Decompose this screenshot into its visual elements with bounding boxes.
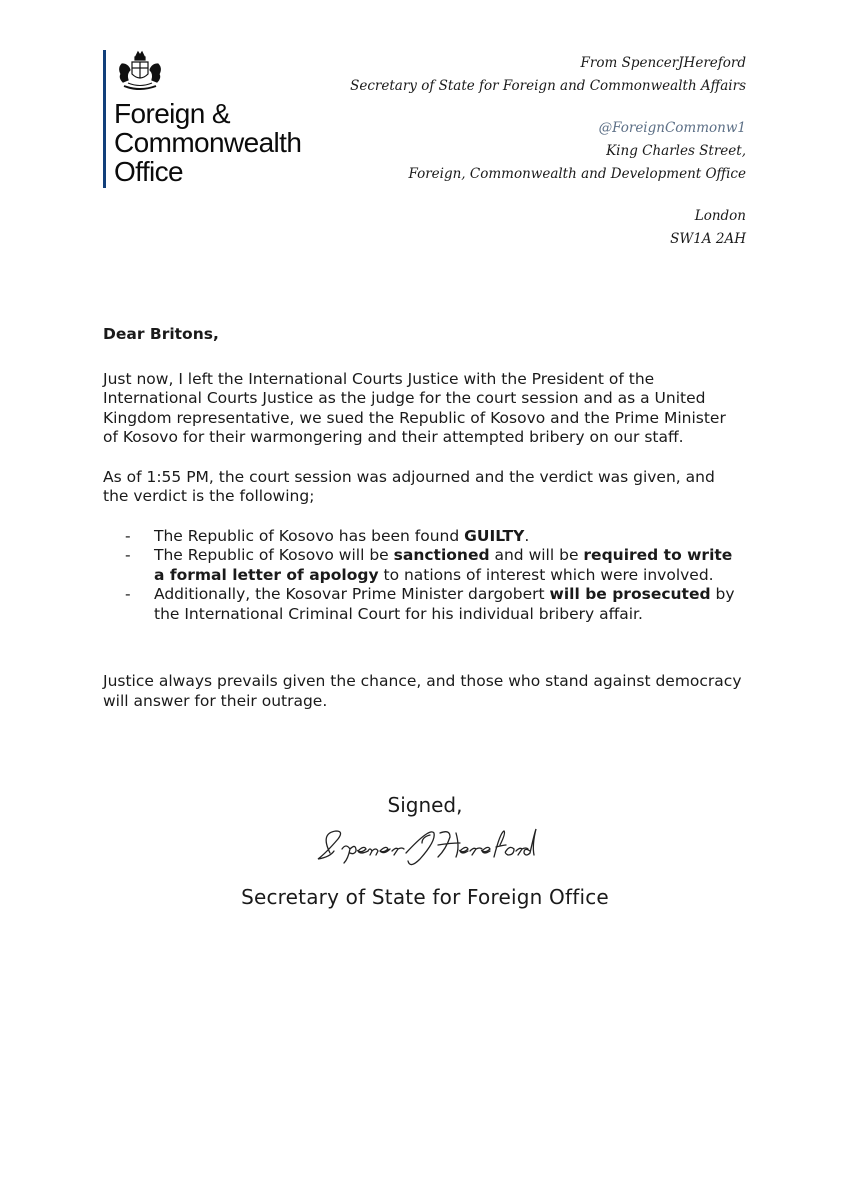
letter-body (103, 325, 743, 731)
organization-name-line: Foreign & (114, 98, 230, 129)
verdict-emphasis: will be prosecuted (549, 585, 711, 603)
verdict-emphasis: sanctioned (393, 546, 490, 564)
verdict-emphasis: required to write a formal letter of apology (154, 546, 733, 584)
signoff-block (0, 793, 850, 909)
organization-name-line: Commonwealth (114, 127, 302, 158)
sender-from: From SpencerJHereford (580, 55, 746, 71)
verdict-text: The Republic of Kosovo will be (154, 546, 394, 564)
sender-office: Foreign, Commonwealth and Development Office (408, 166, 746, 182)
logo-rule (103, 50, 106, 188)
salutation: Dear Britons, (103, 325, 219, 343)
verdict-item (103, 527, 743, 547)
sender-street: King Charles Street, (606, 143, 746, 159)
organization-name-line: Office (114, 156, 184, 187)
sender-city: London (694, 208, 746, 224)
organization-name (114, 99, 374, 186)
bullet-dash: - (125, 546, 131, 564)
verdict-text: . (524, 526, 530, 545)
handwritten-signature (310, 823, 540, 871)
signatory-title: Secretary of State for Foreign Office (241, 885, 609, 909)
signed-label: Signed, (387, 793, 463, 817)
verdict-text: and will be (489, 546, 584, 564)
paragraph-intro: Just now, I left the International Courts Justice with the President of the International Courts Justice as the judge for the court session and as a United Kingdom representative, we sued the Republic of Kosovo and the Prime Minister of Kosovo for their warmongering and their attempted bribery on our staff. (103, 369, 726, 446)
sender-address-block (346, 52, 746, 251)
verdict-emphasis: GUILTY (464, 526, 525, 545)
verdict-text: Additionally, the Kosovar Prime Minister dargobert (154, 585, 550, 603)
royal-crest-icon (114, 50, 166, 92)
verdict-list (103, 527, 743, 625)
verdict-text: by the International Criminal Court for his individual bribery affair. (154, 585, 735, 623)
sender-social-handle: @ForeignCommonw1 (598, 120, 746, 136)
verdict-text: to nations of interest which were involved. (378, 565, 714, 584)
paragraph-closing: Justice always prevails given the chance, and those who stand against democracy will answer for their outrage. (103, 672, 742, 710)
verdict-text: The Republic of Kosovo has been found (154, 526, 465, 545)
bullet-dash: - (125, 585, 131, 603)
paragraph-verdict: As of 1:55 PM, the court session was adjourned and the verdict was given, and the verdict is the following; (103, 467, 715, 505)
sender-role: Secretary of State for Foreign and Commonwealth Affairs (350, 78, 746, 94)
verdict-item (103, 546, 743, 585)
verdict-item (103, 585, 743, 624)
bullet-dash: - (125, 526, 131, 545)
sender-postcode: SW1A 2AH (670, 231, 746, 247)
